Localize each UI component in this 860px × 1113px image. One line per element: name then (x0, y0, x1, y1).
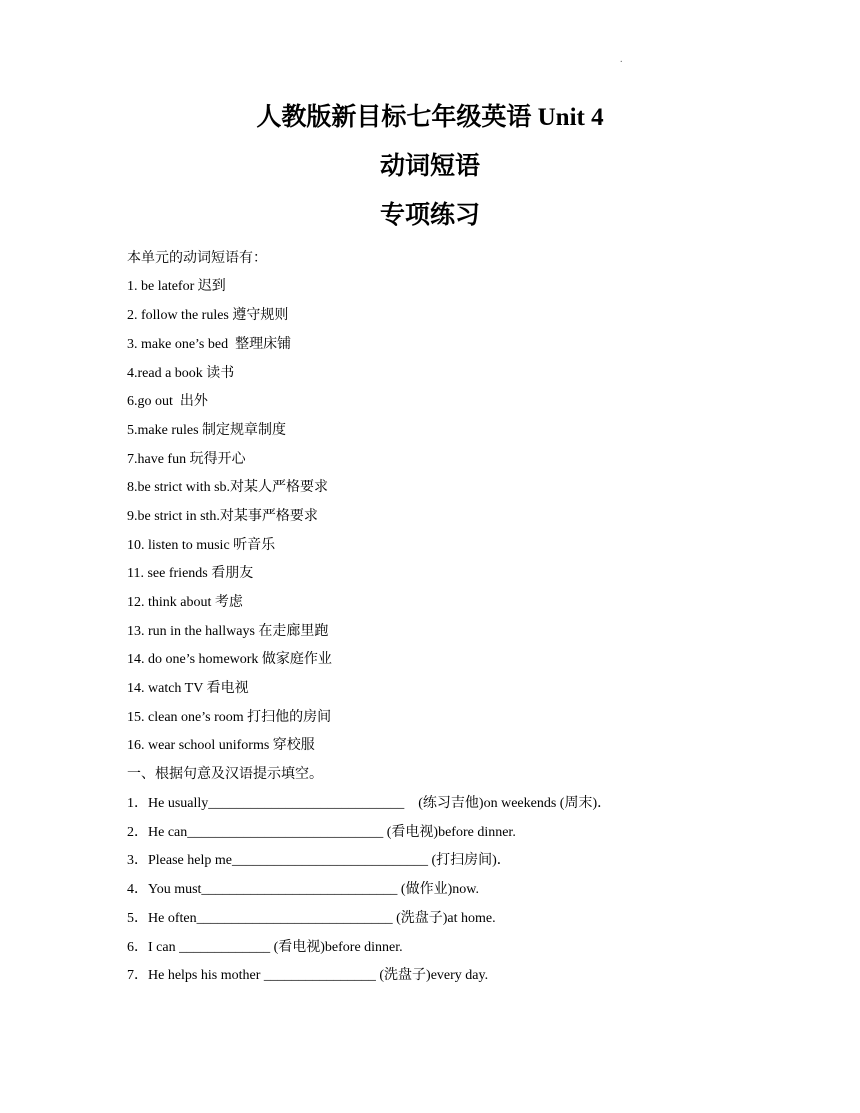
phrase-item: 2. follow the rules 遵守规则 (127, 308, 289, 323)
question-item: 7．He helps his mother ________________ (洗盘子)every day. (127, 968, 489, 983)
phrase-item: 14. do one’s homework 做家庭作业 (127, 652, 332, 667)
phrase-item: 4.read a book 读书 (127, 366, 235, 381)
phrase-item: 3. make one’s bed 整理床铺 (127, 337, 292, 352)
phrase-item: 16. wear school uniforms 穿校服 (127, 738, 315, 753)
phrase-item: 5.make rules 制定规章制度 (127, 423, 287, 438)
question-item: 3．Please help me____________________________ (打扫房间)． (127, 853, 511, 868)
question-item: 1．He usually____________________________ (练习吉他)on weekends (周末)． (127, 796, 612, 811)
phrase-item: 10. listen to music 听音乐 (127, 538, 276, 553)
phrase-item: 7.have fun 玩得开心 (127, 452, 246, 467)
phrase-item: 1. be latefor 迟到 (127, 279, 226, 294)
phrase-item: 15. clean one’s room 打扫他的房间 (127, 710, 332, 725)
phrase-item: 11. see friends 看朋友 (127, 566, 254, 581)
document-subtitle: 动词短语 (379, 153, 480, 180)
section-heading: 一、根据句意及汉语提示填空。 (127, 767, 323, 782)
phrase-item: 9.be strict in sth.对某事严格要求 (127, 509, 318, 524)
document-title: 人教版新目标七年级英语 Unit 4 (256, 104, 604, 131)
phrase-item: 14. watch TV 看电视 (127, 681, 249, 696)
phrase-item: 6.go out 出外 (127, 394, 208, 409)
phrase-item: 8.be strict with sb.对某人严格要求 (127, 480, 329, 495)
phrase-item: 13. run in the hallways 在走廊里跑 (127, 624, 329, 639)
document-subtitle-2: 专项练习 (379, 202, 480, 229)
question-item: 5．He often____________________________ (洗盘子)at home. (127, 911, 496, 926)
question-item: 2．He can____________________________ (看电视)before dinner. (127, 825, 516, 840)
corner-mark: . (620, 54, 623, 65)
intro-text: 本单元的动词短语有： (127, 251, 267, 266)
question-item: 6．I can _____________ (看电视)before dinner. (127, 940, 403, 955)
question-item: 4．You must____________________________ (做作业)now. (127, 882, 479, 897)
phrase-item: 12. think about 考虑 (127, 595, 243, 610)
